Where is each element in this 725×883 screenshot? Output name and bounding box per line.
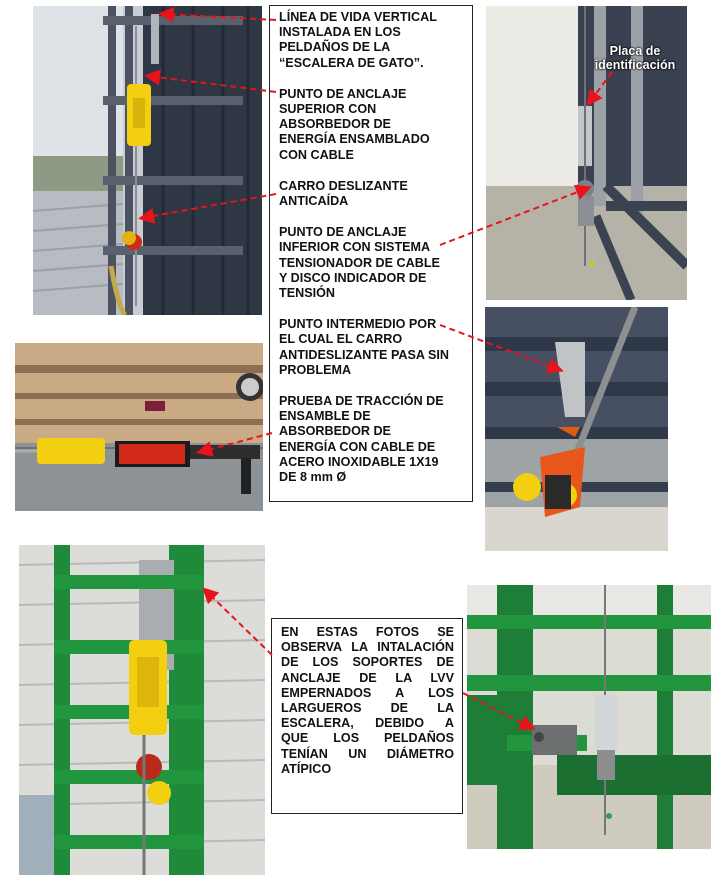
- photo-traction-test: [15, 343, 263, 511]
- text-lower-anchor: PUNTO DE ANCLAJE INFERIOR CON SISTEMA TENSIONADOR DE CABLE Y DISCO INDICADOR DE TENSIÓN: [279, 225, 440, 301]
- photo-intermediate-point: [485, 307, 668, 551]
- text-intermediate-point: PUNTO INTERMEDIO POR EL CUAL EL CARRO ANTIDESLIZANTE PASA SIN PROBLEMA: [279, 317, 450, 377]
- bottom-text-line: QUE LOS PELDAÑOS: [281, 731, 454, 746]
- bottom-description-box: [271, 618, 463, 814]
- photo-vertical-lifeline-ladder: [33, 6, 262, 315]
- text-traction-test: PRUEBA DE TRACCIÓN DE ENSAMBLE DE ABSORBEDOR DE ENERGÍA CON CABLE DE ACERO INOXIDABLE 1X19 DE 8 mm Ø: [279, 394, 444, 485]
- bottom-text-line: EN ESTAS FOTOS SE: [281, 625, 454, 639]
- bottom-text-line: LARGUEROS DE LA: [281, 701, 454, 716]
- main-description-box: [269, 5, 473, 502]
- bottom-text-line: EMPERNADOS A LOS: [281, 685, 454, 700]
- text-sliding-carriage: CARRO DESLIZANTE ANTICAÍDA: [279, 178, 408, 209]
- bottom-text-line: TENÍAN UN DIÁMETRO: [281, 746, 454, 761]
- photo-green-ladder-absorber: [19, 545, 265, 875]
- text-upper-anchor: PUNTO DE ANCLAJE SUPERIOR CON ABSORBEDOR DE ENERGÍA ENSAMBLADO CON CABLE: [279, 86, 430, 162]
- bottom-text-line: OBSERVA LA INTALACIÓN: [281, 640, 454, 655]
- bottom-text-line: DE LOS SOPORTES DE: [281, 655, 454, 670]
- photo-green-ladder-lower-anchor: [467, 585, 711, 849]
- id-plate-callout-label: Placa de identificación: [594, 44, 676, 72]
- bottom-text-last-line: ATÍPICO: [281, 761, 332, 776]
- text-lifeline-vertical: LÍNEA DE VIDA VERTICAL INSTALADA EN LOS PELDAÑOS DE LA “ESCALERA DE GATO”.: [279, 10, 437, 70]
- bottom-text-line: ANCLAJE DE LA LVV: [281, 670, 454, 685]
- bottom-text-line: ESCALERA, DEBIDO A: [281, 716, 454, 731]
